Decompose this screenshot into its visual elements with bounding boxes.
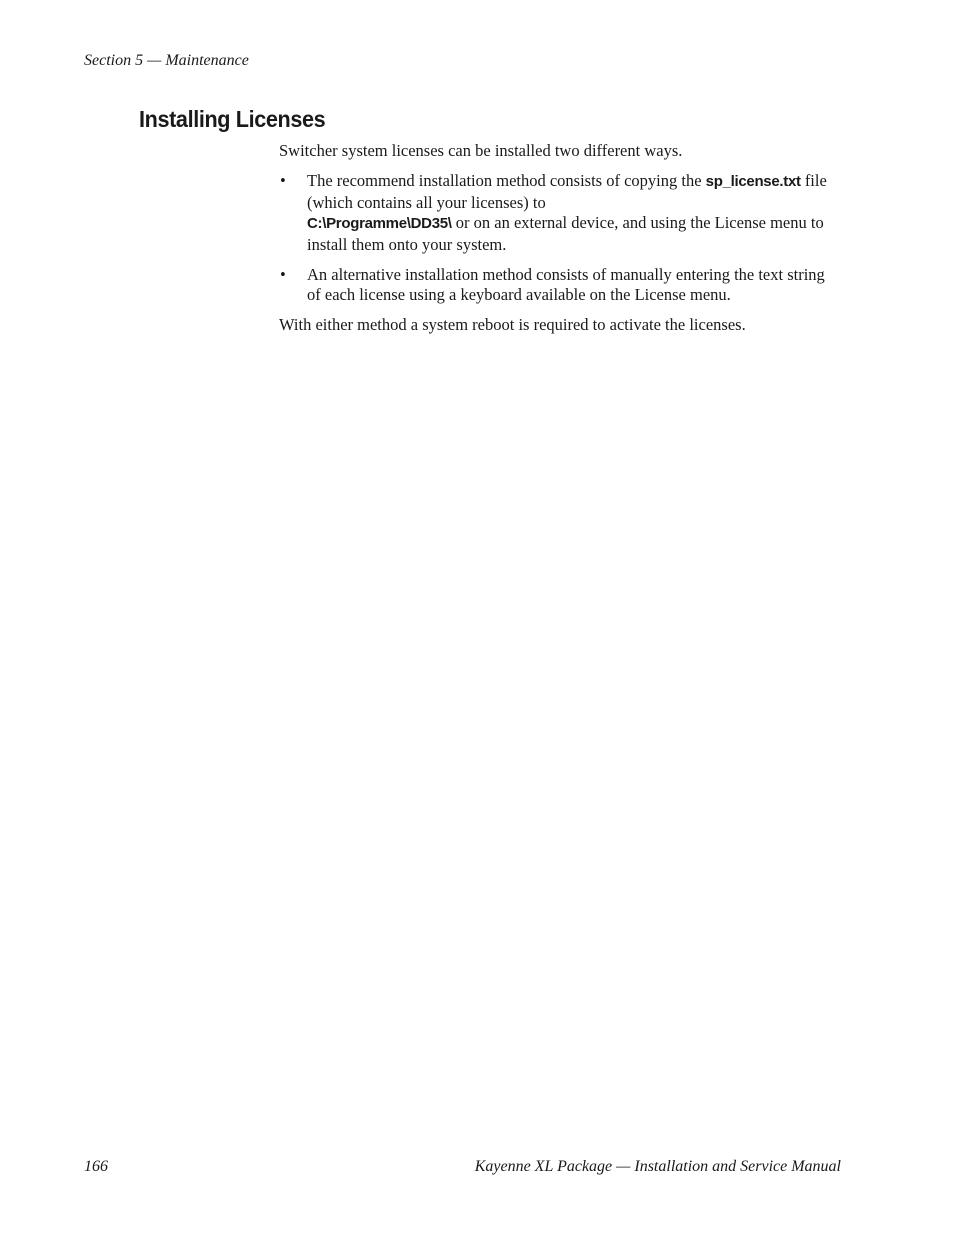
- methods-list: [279, 171, 839, 305]
- list-item-alternative-method: [279, 265, 839, 306]
- bullet-icon: •: [280, 171, 286, 191]
- bullet-text-part: The recommend installation method consists of copying the: [307, 171, 706, 191]
- bullet-text: An alternative installation method consists of manually entering the text string of each license using a keyboard available on the License menu.: [307, 264, 825, 304]
- body-content: [279, 141, 839, 335]
- bullet-text-part: file (which contains all your licenses) to: [307, 171, 827, 212]
- bullet-icon: •: [280, 264, 286, 284]
- intro-paragraph: Switcher system licenses can be installed two different ways.: [279, 141, 683, 160]
- running-header: Section 5 — Maintenance: [84, 52, 249, 69]
- bullet-text-part: or on an external device, and using the License menu to install them onto your system.: [307, 213, 824, 254]
- outro-paragraph: With either method a system reboot is required to activate the licenses.: [279, 314, 746, 334]
- license-path: C:\Programme\DD35\: [307, 215, 452, 233]
- section-heading: Installing Licenses: [139, 106, 326, 132]
- list-item-recommended-method: [279, 171, 839, 255]
- page-number: 166: [84, 1158, 108, 1175]
- license-filename: sp_license.txt: [705, 173, 801, 191]
- manual-title: Kayenne XL Package — Installation and Service Manual: [474, 1158, 841, 1175]
